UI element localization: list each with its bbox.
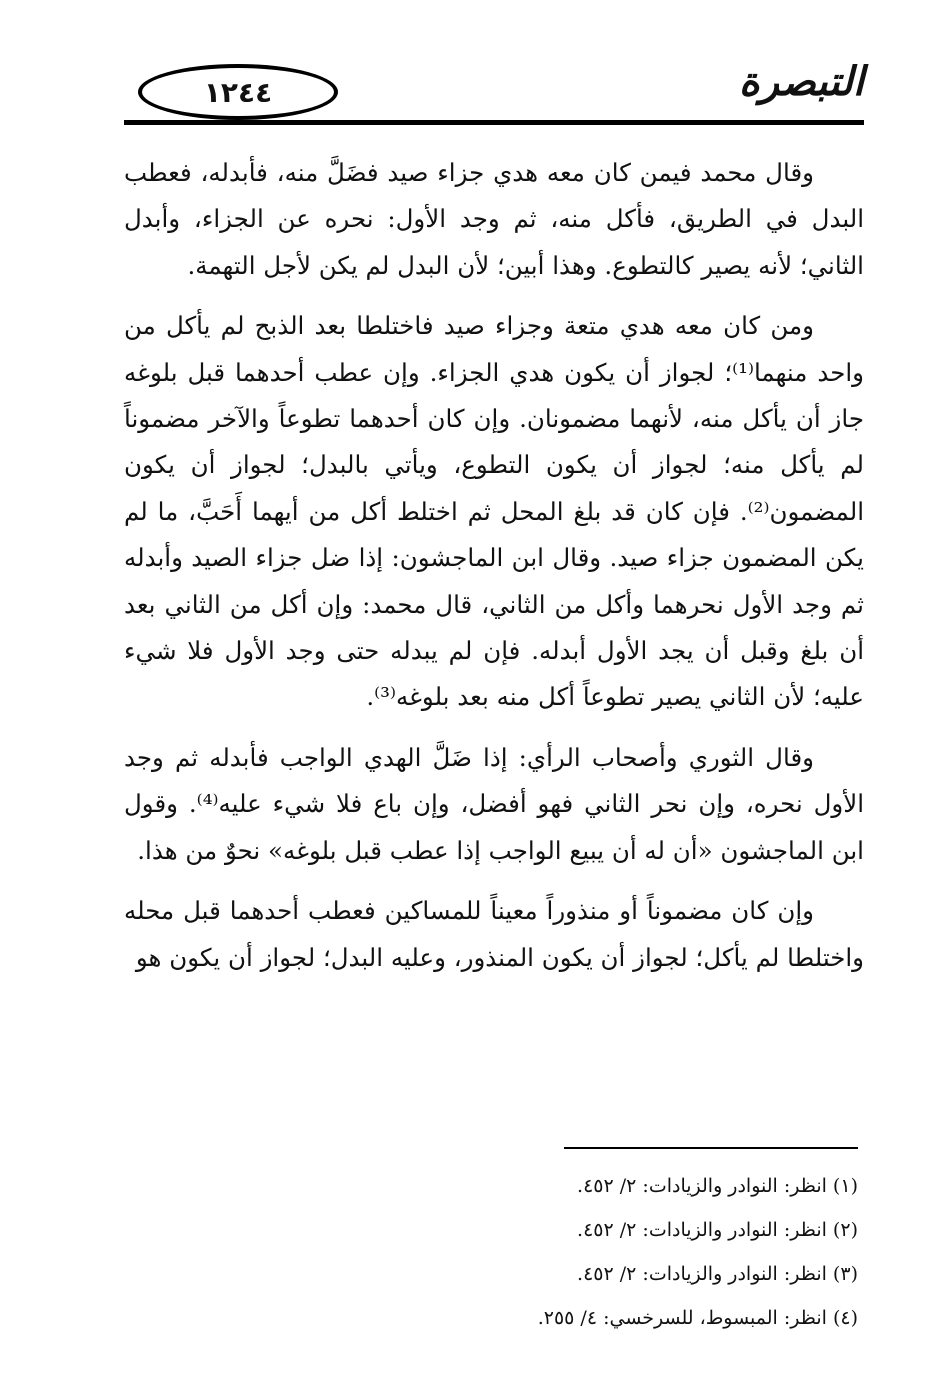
header-rule [124, 120, 864, 125]
page-number: ١٢٤٤ [203, 75, 273, 109]
footnote: (٢) انظر: النوادر والزيادات: ٢/ ٤٥٢. [577, 1219, 858, 1241]
paragraph: وقال الثوري وأصحاب الرأي: إذا ضَلَّ الهدي الواجب فأبدله ثم وجد الأول نحره، وإن نحر الثاني فهو أفضل، وإن باع فلا شيء عليه⁽⁴⁾. وقول ابن الماجشون «أن له أن يبيع الواجب إذا عطب قبل بلوغه» نحوٌ من هذا. [124, 742, 865, 865]
footnotes [300, 1164, 858, 1340]
footnote: (٣) انظر: النوادر والزيادات: ٢/ ٤٥٢. [577, 1263, 858, 1285]
page-number-frame [138, 64, 338, 120]
footnote: (٤) انظر: المبسوط، للسرخسي: ٤/ ٢٥٥. [537, 1307, 858, 1329]
paragraph: وإن كان مضموناً أو منذوراً معيناً للمساكين فعطب أحدهما قبل محله واختلطا لم يأكل؛ لجواز أن يكون المنذور، وعليه البدل؛ لجواز أن يكون هو [124, 896, 864, 972]
book-title: التبصرة [738, 58, 864, 105]
footnote: (١) انظر: النوادر والزيادات: ٢/ ٤٥٢. [577, 1175, 858, 1197]
paragraph: ومن كان معه هدي متعة وجزاء صيد فاختلطا بعد الذبح لم يأكل من واحد منهما⁽¹⁾؛ لجواز أن يكون هدي الجزاء. وإن عطب أحدهما قبل بلوغه جاز أن يأكل منه، لأنهما مضمونان. وإن كان أحدهما تطوعاً والآخر مضموناً لم يأكل منه؛ لجواز أن يكون التطوع، ويأتي بالبدل؛ لجواز أن يكون المضمون⁽²⁾. فإن كان قد بلغ المحل ثم اختلط أكل من أيهما أَحَبَّ، ما لم يكن المضمون جزاء صيد. وقال ابن الماجشون: إذا ضل جزاء الصيد وأبدله ثم وجد الأول نحرهما وأكل من الثاني، قال محمد: وإن أكل من الثاني بعد أن بلغ وقبل أن يجد الأول أبدله. فإن لم يبدله حتى وجد الأول فلا شيء عليه؛ لأن الثاني يصير تطوعاً أكل منه بعد بلوغه⁽³⁾. [124, 311, 864, 712]
main-text [124, 150, 864, 981]
page-header [124, 48, 864, 128]
footnote-separator [564, 1147, 858, 1149]
paragraph: وقال محمد فيمن كان معه هدي جزاء صيد فضَلَّ منه، فأبدله، فعطب البدل في الطريق، فأكل منه، ثم وجد الأول: نحره عن الجزاء، وأبدل الثاني؛ لأنه يصير كالتطوع. وهذا أبين؛ لأن البدل لم يكن لأجل التهمة. [124, 158, 864, 280]
